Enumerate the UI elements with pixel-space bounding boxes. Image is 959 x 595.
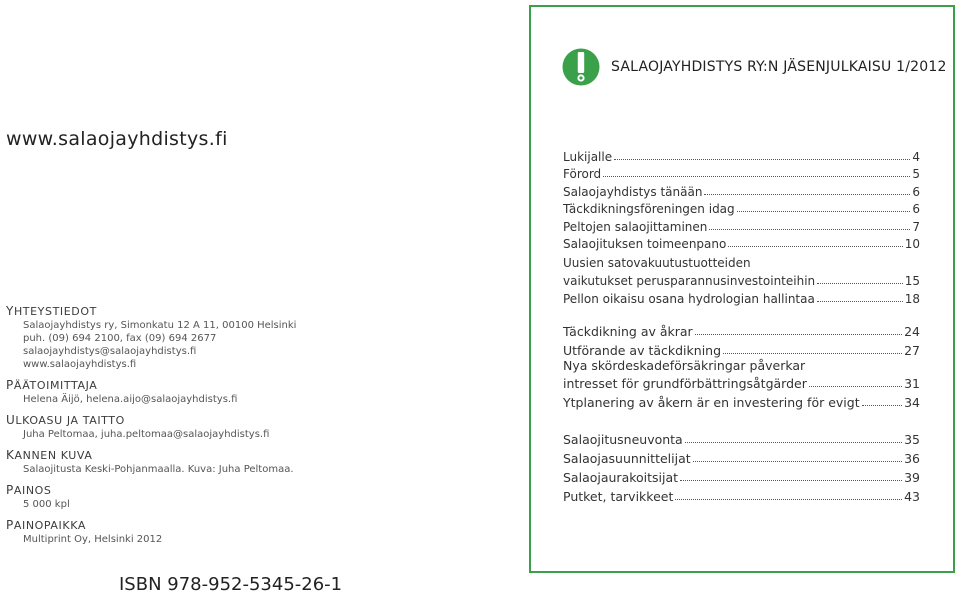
toc-page: 27 <box>904 342 920 358</box>
toc-page: 7 <box>912 219 920 234</box>
toc-leader <box>614 159 910 160</box>
colophon-line: Salaojayhdistys ry, Simonkatu 12 A 11, 00100 Helsinki <box>23 320 297 331</box>
colophon-line: Helena Äijö, helena.aijo@salaojayhdistys.fi <box>23 394 238 405</box>
toc-page: 6 <box>912 184 920 199</box>
isbn: ISBN 978-952-5345-26-1 <box>119 574 343 595</box>
colophon-line: Salaojitusta Keski-Pohjanmaalla. Kuva: Juha Peltomaa. <box>23 464 294 475</box>
toc-entry[interactable] <box>563 216 920 234</box>
toc-leader <box>737 211 911 212</box>
toc-entry[interactable] <box>563 447 920 466</box>
colophon-title: PÄÄTOIMITTAJA <box>6 378 98 392</box>
toc-leader <box>704 194 910 195</box>
toc-title: Förord <box>563 167 602 181</box>
toc-page: 31 <box>904 375 920 391</box>
toc-leader <box>603 176 910 177</box>
toc-entry[interactable] <box>563 164 920 182</box>
toc-leader <box>817 283 903 284</box>
toc-entry[interactable] <box>563 255 920 288</box>
toc-title-line1: Uusien satovakuutustuotteiden <box>563 256 751 270</box>
colophon-title: PAINOPAIKKA <box>6 518 86 532</box>
toc-title: Utförande av täckdikning <box>563 342 722 358</box>
toc-entry[interactable] <box>563 146 920 164</box>
colophon-cover <box>6 448 336 476</box>
toc-leader <box>685 442 902 443</box>
toc-leader <box>693 461 902 462</box>
toc-leader <box>723 353 902 354</box>
colophon <box>6 304 336 553</box>
toc-entry[interactable] <box>563 288 920 306</box>
toc-leader <box>862 405 902 406</box>
toc-page: 15 <box>904 274 920 288</box>
toc-page: 18 <box>904 291 920 306</box>
toc-title: Peltojen salaojittaminen <box>563 219 708 234</box>
toc-title-line2: intresset för grundförbättringsåtgärder <box>563 375 807 391</box>
toc-title: Ytplanering av åkern är en investering för evigt <box>563 394 860 410</box>
website-url[interactable]: www.salaojayhdistys.fi <box>6 128 228 150</box>
toc-leader <box>695 334 902 335</box>
salaojayhdistys-logo-icon <box>562 48 600 86</box>
colophon-line: Multiprint Oy, Helsinki 2012 <box>23 534 163 545</box>
toc-title: Täckdikning av åkrar <box>563 323 693 339</box>
toc-title: Putket, tarvikkeet <box>563 488 674 504</box>
toc-entry[interactable] <box>563 391 920 410</box>
colophon-printer <box>6 518 336 546</box>
colophon-line: Juha Peltomaa, juha.peltomaa@salaojayhdistys.fi <box>23 429 270 440</box>
toc-title-line1: Nya skördeskadeförsäkringar påverkar <box>563 357 806 373</box>
toc-leader <box>817 301 903 302</box>
toc-entry[interactable] <box>563 358 920 391</box>
toc-leader <box>675 499 902 500</box>
colophon-line: puh. (09) 694 2100, fax (09) 694 2677 <box>23 333 217 344</box>
toc-page: 10 <box>904 237 920 251</box>
toc-leader <box>680 480 902 481</box>
colophon-line[interactable]: salaojayhdistys@salaojayhdistys.fi <box>23 346 197 357</box>
colophon-print-run <box>6 483 336 511</box>
colophon-line[interactable]: www.salaojayhdistys.fi <box>23 359 137 370</box>
toc-title: Täckdikningsföreningen idag <box>563 202 735 216</box>
toc-page: 34 <box>904 394 920 410</box>
toc-title: Salaojitusneuvonta <box>563 431 683 447</box>
toc-entry[interactable] <box>563 320 920 339</box>
toc-entry[interactable] <box>563 428 920 447</box>
toc-title: Salaojaurakoitsijat <box>563 469 679 485</box>
toc-entry[interactable] <box>563 234 920 252</box>
toc-entry[interactable] <box>563 181 920 199</box>
toc-page: 36 <box>904 450 920 466</box>
toc-page: 24 <box>904 323 920 339</box>
toc-title: Salaojayhdistys tänään <box>563 184 703 199</box>
colophon-layout <box>6 413 336 441</box>
toc-entry[interactable] <box>563 339 920 358</box>
colophon-title: YHTEYSTIEDOT <box>6 304 97 318</box>
toc-page: 39 <box>904 469 920 485</box>
toc-leader <box>809 386 902 387</box>
toc-entry[interactable] <box>563 466 920 485</box>
colophon-title: ULKOASU JA TAITTO <box>6 413 125 427</box>
toc-leader <box>728 246 902 247</box>
toc-title-line2: vaikutukset perusparannusinvestointeihin <box>563 274 816 288</box>
toc-title: Salaojasuunnittelijat <box>563 450 691 466</box>
toc-page: 5 <box>912 167 920 181</box>
toc-page: 4 <box>912 149 920 164</box>
toc-leader <box>709 229 910 230</box>
toc-page: 6 <box>912 202 920 216</box>
colophon-title: PAINOS <box>6 483 52 497</box>
toc-page: 35 <box>904 431 920 447</box>
colophon-title: KANNEN KUVA <box>6 448 93 462</box>
publication-header: SALAOJAYHDISTYS RY:N JÄSENJULKAISU 1/2012 <box>611 59 947 75</box>
toc-title: Salaojituksen toimeenpano <box>563 237 727 251</box>
colophon-editor <box>6 378 336 406</box>
colophon-contacts <box>6 304 336 371</box>
toc-entry[interactable] <box>563 485 920 504</box>
toc-title: Pellon oikaisu osana hydrologian hallintaa <box>563 291 815 306</box>
table-of-contents <box>563 146 920 504</box>
toc-title: Lukijalle <box>563 149 613 164</box>
toc-page: 43 <box>904 488 920 504</box>
toc-entry[interactable] <box>563 199 920 217</box>
colophon-line: 5 000 kpl <box>23 499 70 510</box>
